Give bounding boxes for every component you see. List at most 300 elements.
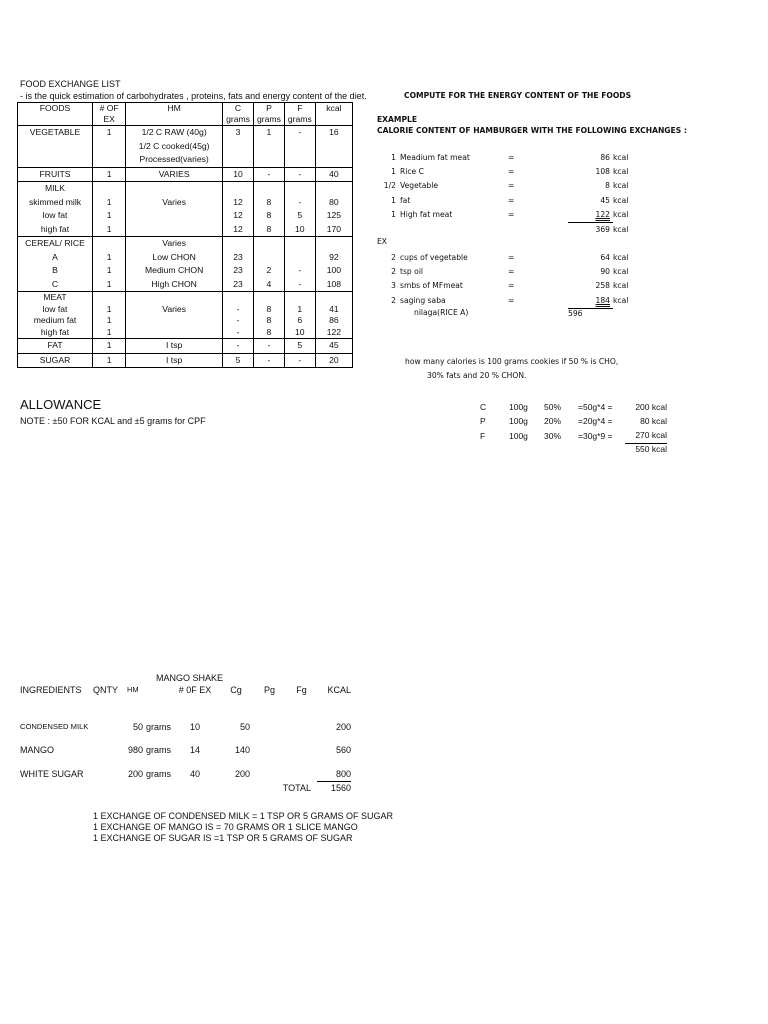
ingredient: CONDENSED MILK — [20, 721, 89, 731]
cell-hm: Processed(varies) — [126, 153, 223, 167]
cell-food: MEAT — [18, 292, 93, 304]
item-equals: = — [508, 153, 515, 162]
cell-food: low fat — [18, 209, 93, 223]
cell-hm: Low CHON — [126, 251, 223, 265]
item-unit: kcal — [613, 267, 629, 277]
item-equals: = — [508, 281, 515, 291]
kcal: 200 kcal — [635, 402, 667, 412]
cell-c: - — [223, 304, 254, 316]
mango-shake-title: MANGO SHAKE — [156, 673, 224, 683]
cell-kcal: 108 — [315, 278, 352, 292]
cell-c: 12 — [223, 196, 254, 210]
qnty: 200 — [127, 769, 143, 779]
cell-f: 5 — [284, 209, 315, 223]
ms-header-qnty: QNTY — [93, 685, 119, 695]
nutrient: C — [480, 402, 487, 412]
cell-food: VEGETABLE — [18, 126, 93, 140]
total-row — [480, 443, 667, 457]
num-ex: 14 — [190, 744, 201, 755]
item-name: Rice C — [400, 167, 424, 177]
cell-ex: 1 — [93, 223, 126, 237]
total-row — [20, 781, 351, 796]
item-unit: kcal — [613, 181, 629, 191]
ms-header-hm: HM — [127, 685, 139, 694]
item-equals: = — [508, 167, 515, 177]
page-subtitle: - is the quick estimation of carbohydrates , proteins, fats and energy content of the diet. — [20, 91, 367, 101]
ms-header-ingredients: INGREDIENTS — [20, 685, 82, 695]
list-item — [380, 279, 628, 293]
ingredient: WHITE SUGAR — [20, 769, 84, 779]
calc: =20g*4 = — [578, 416, 613, 427]
cell-kcal: 86 — [315, 315, 352, 327]
table-row — [18, 264, 353, 278]
item-name: High fat meat — [400, 210, 453, 220]
nutrient: F — [480, 430, 486, 441]
cell-c — [223, 292, 254, 304]
cell-food: low fat — [18, 304, 93, 316]
table-row — [480, 428, 667, 443]
item-name: saging saba — [400, 295, 446, 305]
item-value-cell — [568, 194, 613, 208]
col-f — [284, 103, 315, 126]
cell-food: MILK — [18, 182, 93, 196]
cell-c: 10 — [223, 167, 254, 181]
item-name: tsp oil — [400, 267, 424, 277]
item-unit: kcal — [613, 195, 629, 205]
col-foods: FOODS — [18, 103, 93, 126]
cell-ex — [93, 153, 126, 167]
cell-p — [253, 237, 284, 251]
ex-exchange-list — [380, 251, 628, 323]
ms-header-pg: Pg — [264, 685, 276, 695]
cell-c: - — [223, 339, 254, 354]
kcal: 200 — [335, 721, 352, 732]
qnty-cell — [93, 738, 171, 761]
table-row — [480, 400, 667, 414]
cell-c: 23 — [223, 264, 254, 278]
item-equals: = — [508, 295, 515, 305]
cell-hm — [126, 223, 223, 237]
cell-food: C — [18, 278, 93, 292]
cell-food: high fat — [18, 223, 93, 237]
cell-kcal — [315, 182, 352, 196]
mango-shake-header-row — [20, 683, 351, 697]
cell-p — [253, 182, 284, 196]
cell-kcal: 45 — [315, 339, 352, 354]
num-ex: 10 — [190, 721, 201, 732]
item-qty: 2 — [391, 267, 396, 277]
cell-f: 6 — [284, 315, 315, 327]
cell-p: 1 — [253, 126, 284, 140]
hamburger-total-unit: kcal — [613, 224, 629, 234]
cell-c: 12 — [223, 209, 254, 223]
item-unit: kcal — [613, 167, 629, 177]
table-row — [18, 292, 353, 304]
cell-hm: I tsp — [126, 339, 223, 354]
grams: 100g — [509, 416, 528, 427]
num-ex: 40 — [190, 769, 201, 779]
kcal: 560 — [335, 744, 352, 755]
fg — [286, 715, 317, 738]
cell-f: 1 — [284, 304, 315, 316]
table-header-row — [18, 103, 353, 126]
item-value-cell — [568, 294, 613, 309]
item-name: smbs of MFmeat — [400, 281, 463, 291]
ms-header-ex: # 0F EX — [178, 685, 212, 695]
food-exchange-body — [18, 126, 353, 368]
item-qty: 2 — [391, 295, 396, 305]
ex-total-row — [380, 308, 628, 322]
item-qty: 3 — [391, 281, 396, 291]
food-exchange-table — [17, 102, 353, 368]
cell-f: 10 — [284, 223, 315, 237]
col-num-ex — [93, 103, 126, 126]
item-equals: = — [508, 210, 515, 220]
item-value-cell — [568, 265, 613, 279]
cell-food: skimmed milk — [18, 196, 93, 210]
table-row — [18, 182, 353, 196]
cell-f: - — [284, 126, 315, 140]
kcal: 80 kcal — [640, 416, 667, 427]
cell-ex — [93, 182, 126, 196]
cell-f — [284, 153, 315, 167]
item-qty: 2 — [391, 253, 396, 262]
table-row — [18, 126, 353, 140]
hamburger-total: 369 — [595, 225, 610, 235]
cell-f — [284, 140, 315, 154]
allowance-title: ALLOWANCE — [20, 397, 102, 412]
item-value-cell — [568, 251, 613, 265]
col-c-line1: C — [234, 103, 242, 113]
cell-food: FRUITS — [18, 167, 93, 181]
cell-hm — [126, 327, 223, 339]
cell-ex — [93, 140, 126, 154]
cell-f: - — [284, 353, 315, 368]
cell-p: 8 — [253, 223, 284, 237]
item-unit: kcal — [613, 281, 629, 291]
cell-kcal — [315, 153, 352, 167]
cookies-calc-table — [480, 400, 667, 457]
pg — [253, 761, 286, 781]
cell-kcal: 122 — [315, 327, 352, 339]
cell-ex: 1 — [93, 353, 126, 368]
nutrient: P — [480, 416, 486, 427]
col-f-line2: grams — [287, 114, 312, 124]
ex-label: EX — [377, 237, 388, 246]
qnty-unit: grams — [146, 721, 172, 732]
cell-kcal: 41 — [315, 304, 352, 316]
cell-p: 4 — [253, 278, 284, 292]
cell-p — [253, 251, 284, 265]
list-item — [380, 251, 628, 265]
ms-header-fg: Fg — [296, 685, 307, 695]
cell-hm — [126, 292, 223, 304]
cookies-total: 550 kcal — [635, 443, 667, 454]
item-value-cell — [568, 279, 613, 293]
cell-kcal: 125 — [315, 209, 352, 223]
cell-f: 10 — [284, 327, 315, 339]
cell-p: - — [253, 353, 284, 368]
item-qty: 1 — [391, 210, 396, 220]
cell-ex: 1 — [93, 327, 126, 339]
cell-food: medium fat — [18, 315, 93, 327]
list-item — [380, 265, 628, 279]
cell-kcal: 100 — [315, 264, 352, 278]
item-value: 8 — [605, 181, 610, 191]
item-value: 108 — [595, 167, 610, 177]
hamburger-exchange-list — [380, 151, 628, 237]
allowance-note: NOTE : ±50 FOR KCAL and ±5 grams for CPF — [20, 416, 206, 426]
mango-total-label: TOTAL — [282, 783, 312, 794]
col-p — [253, 103, 284, 126]
cell-p: 8 — [253, 196, 284, 210]
table-row — [18, 196, 353, 210]
cell-c: 5 — [223, 353, 254, 368]
calc: =30g*9 = — [578, 430, 613, 441]
table-row — [480, 414, 667, 428]
cell-hm: VARIES — [126, 167, 223, 181]
qnty-unit: grams — [146, 769, 172, 779]
item-name: fat — [400, 195, 411, 205]
cell-kcal: 16 — [315, 126, 352, 140]
table-row — [18, 237, 353, 251]
item-qty: 1/2 — [383, 181, 396, 191]
col-c — [223, 103, 254, 126]
compute-title: COMPUTE FOR THE ENERGY CONTENT OF THE FOODS — [404, 91, 632, 100]
ex-last-line2: nilaga(RICE A) — [414, 308, 469, 318]
cell-hm: Varies — [126, 196, 223, 210]
cell-f: - — [284, 264, 315, 278]
fg — [286, 761, 317, 781]
table-row — [18, 209, 353, 223]
cell-f — [284, 182, 315, 196]
cell-kcal: 20 — [315, 353, 352, 368]
item-equals: = — [508, 253, 515, 262]
example-label: EXAMPLE — [377, 115, 418, 124]
cell-food — [18, 140, 93, 154]
cell-p: 8 — [253, 209, 284, 223]
item-value: 86 — [600, 153, 610, 162]
qnty-unit: grams — [146, 744, 172, 755]
item-name: Vegetable — [400, 181, 439, 191]
table-row — [18, 140, 353, 154]
kcal: 270 kcal — [625, 428, 667, 443]
item-value: 258 — [595, 281, 610, 291]
qnty: 980 — [127, 744, 143, 755]
item-value: 64 — [600, 253, 610, 262]
cell-food: B — [18, 264, 93, 278]
list-item — [380, 208, 628, 223]
grams: 100g — [509, 430, 528, 441]
cell-c: 12 — [223, 223, 254, 237]
cell-ex: 1 — [93, 315, 126, 327]
table-row — [18, 315, 353, 327]
calc: =50g*4 = — [578, 402, 613, 412]
kcal: 800 — [317, 761, 351, 781]
cell-kcal: 170 — [315, 223, 352, 237]
cell-f — [284, 237, 315, 251]
cg: 140 — [234, 744, 251, 755]
ms-header-cg: Cg — [230, 685, 242, 695]
table-row — [20, 715, 351, 738]
percent: 50% — [544, 402, 562, 412]
ex-total: 596 — [568, 308, 613, 322]
qnty-cell — [93, 715, 171, 738]
cell-c: 23 — [223, 278, 254, 292]
cell-p: 8 — [253, 327, 284, 339]
list-item — [380, 151, 628, 165]
cell-ex: 1 — [93, 196, 126, 210]
table-row — [18, 353, 353, 368]
cell-kcal — [315, 237, 352, 251]
ms-header-kcal: KCAL — [327, 685, 352, 695]
cell-kcal — [315, 292, 352, 304]
cell-ex: 1 — [93, 278, 126, 292]
list-item — [380, 294, 628, 309]
cell-f: 5 — [284, 339, 315, 354]
mango-total: 1560 — [330, 783, 352, 794]
cell-hm — [126, 209, 223, 223]
cell-ex: 1 — [93, 251, 126, 265]
mango-shake-notes — [93, 811, 393, 844]
cell-p — [253, 292, 284, 304]
cell-ex: 1 — [93, 264, 126, 278]
item-value: 122 — [595, 209, 610, 219]
cell-hm: Medium CHON — [126, 264, 223, 278]
cell-food: A — [18, 251, 93, 265]
cell-ex — [93, 237, 126, 251]
col-p-line1: P — [266, 103, 272, 113]
item-value: 45 — [600, 195, 610, 205]
cell-ex: 1 — [93, 304, 126, 316]
percent: 20% — [544, 416, 562, 427]
cell-c: - — [223, 327, 254, 339]
item-qty: 1 — [391, 167, 396, 177]
mango-shake-table — [20, 683, 351, 796]
item-value: 184 — [595, 295, 610, 305]
cell-food: FAT — [18, 339, 93, 354]
percent: 30% — [544, 430, 562, 441]
item-qty: 1 — [391, 195, 396, 205]
cookies-question-line2: 30% fats and 20 % CHON. — [427, 371, 527, 380]
table-row — [18, 223, 353, 237]
page-title: FOOD EXCHANGE LIST — [20, 79, 121, 89]
cookies-question-line1: how many calories is 100 grams cookies if 50 % is CHO, — [405, 357, 619, 366]
total-row — [380, 223, 628, 238]
table-row — [18, 339, 353, 354]
example-description: CALORIE CONTENT OF HAMBURGER WITH THE FOLLOWING EXCHANGES : — [377, 126, 687, 135]
list-item — [380, 179, 628, 193]
cell-f: - — [284, 167, 315, 181]
col-hm: HM — [126, 103, 223, 126]
fg — [286, 738, 317, 761]
cell-c: 23 — [223, 251, 254, 265]
item-value-cell — [568, 165, 613, 179]
cell-p — [253, 140, 284, 154]
cell-food: SUGAR — [18, 353, 93, 368]
ingredient: MANGO — [20, 744, 55, 755]
table-row — [18, 153, 353, 167]
cell-hm: High CHON — [126, 278, 223, 292]
cell-p — [253, 153, 284, 167]
table-row — [18, 167, 353, 181]
cell-ex: 1 — [93, 126, 126, 140]
list-item — [380, 165, 628, 179]
table-row — [20, 738, 351, 761]
exchange-note: 1 EXCHANGE OF SUGAR IS =1 TSP OR 5 GRAMS OF SUGAR — [93, 833, 353, 843]
item-value: 90 — [600, 267, 610, 277]
col-p-line2: grams — [256, 114, 281, 124]
cell-c — [223, 153, 254, 167]
item-equals: = — [508, 195, 515, 205]
cell-kcal: 40 — [315, 167, 352, 181]
exchange-note: 1 EXCHANGE OF MANGO IS = 70 GRAMS OR 1 SLICE MANGO — [93, 822, 358, 832]
col-f-line1: F — [297, 103, 303, 113]
item-unit: kcal — [613, 295, 629, 305]
cell-food: high fat — [18, 327, 93, 339]
item-equals: = — [508, 181, 515, 191]
grams: 100g — [509, 402, 528, 412]
cell-hm: I tsp — [126, 353, 223, 368]
list-item — [380, 194, 628, 208]
item-value-cell — [568, 179, 613, 193]
cell-food: CEREAL/ RICE — [18, 237, 93, 251]
cell-ex: 1 — [93, 167, 126, 181]
cell-ex: 1 — [93, 339, 126, 354]
qnty: 50 — [132, 721, 143, 732]
cell-p: 2 — [253, 264, 284, 278]
pg — [253, 715, 286, 738]
cell-food — [18, 153, 93, 167]
cell-p: - — [253, 339, 284, 354]
cell-f — [284, 251, 315, 265]
cell-hm: Varies — [126, 237, 223, 251]
item-name: cups of vegetable — [400, 253, 468, 262]
cell-hm: Varies — [126, 304, 223, 316]
cell-p: 8 — [253, 315, 284, 327]
cell-kcal — [315, 140, 352, 154]
item-unit: kcal — [613, 153, 629, 162]
cell-f: - — [284, 196, 315, 210]
cell-c: - — [223, 315, 254, 327]
table-row — [18, 327, 353, 339]
qnty-cell — [93, 761, 171, 781]
cell-p: 8 — [253, 304, 284, 316]
col-kcal: kcal — [315, 103, 352, 126]
cell-hm — [126, 315, 223, 327]
table-row — [20, 761, 351, 781]
pg — [253, 738, 286, 761]
item-equals: = — [508, 267, 515, 277]
cell-hm: 1/2 C RAW (40g) — [126, 126, 223, 140]
cg: 50 — [240, 721, 251, 732]
cell-c — [223, 140, 254, 154]
cell-ex: 1 — [93, 209, 126, 223]
cell-f: - — [284, 278, 315, 292]
item-qty: 1 — [391, 153, 396, 162]
item-value-cell — [568, 151, 613, 165]
cell-c — [223, 237, 254, 251]
exchange-note: 1 EXCHANGE OF CONDENSED MILK = 1 TSP OR 5 GRAMS OF SUGAR — [93, 811, 393, 821]
cell-f — [284, 292, 315, 304]
item-unit: kcal — [613, 253, 629, 262]
cg: 200 — [234, 769, 251, 779]
item-value-cell — [568, 208, 613, 223]
cell-kcal: 92 — [315, 251, 352, 265]
cell-ex — [93, 292, 126, 304]
cell-p: - — [253, 167, 284, 181]
col-num-ex-line1: # OF — [99, 103, 119, 113]
